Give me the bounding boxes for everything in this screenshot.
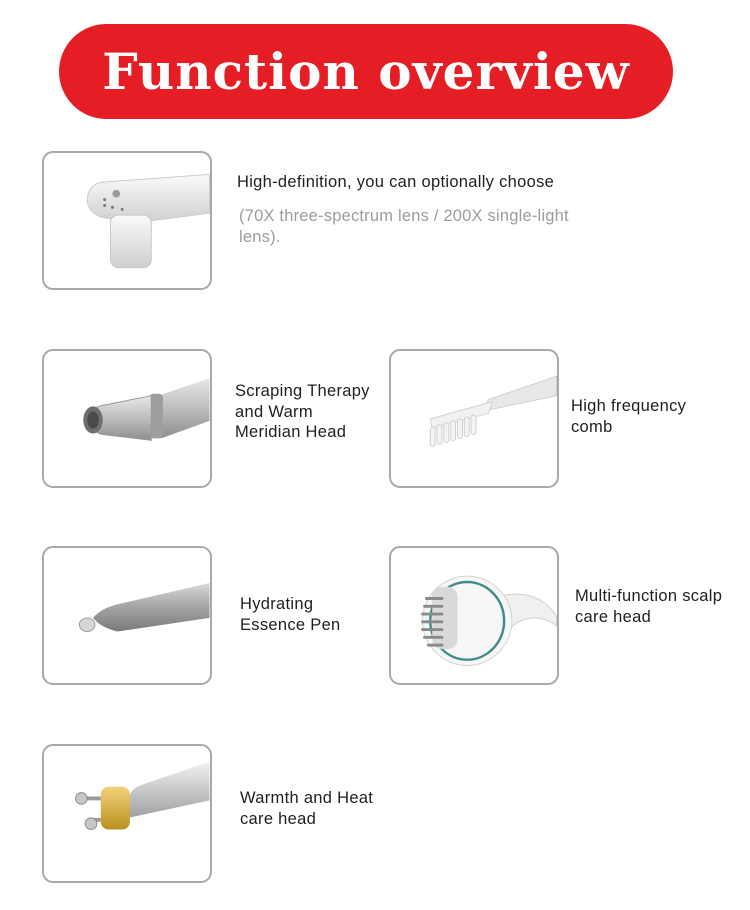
item-label-comb: High frequency comb: [571, 397, 687, 436]
essence-pen-image: [42, 546, 212, 685]
item-label-camera: High-definition, you can optionally choose: [237, 173, 555, 191]
camera-probe-image: [42, 151, 212, 290]
essence-pen-icon: [44, 548, 210, 683]
item-label-heat-care: Warmth and Heat care head: [240, 789, 374, 828]
heat-care-icon: [44, 746, 210, 881]
camera-probe-icon: [44, 153, 210, 288]
item-label-essence-pen: Hydrating Essence Pen: [240, 595, 341, 634]
comb-icon: [391, 351, 557, 486]
comb-image: [389, 349, 559, 488]
scalp-care-icon: [391, 548, 557, 683]
item-label-scraping: Scraping Therapy and Warm Meridian Head: [235, 382, 370, 441]
scraping-head-image: [42, 349, 212, 488]
scalp-care-image: [389, 546, 559, 685]
item-label-scalp-care: Multi-function scalp care head: [575, 587, 723, 626]
scraping-head-icon: [44, 351, 210, 486]
page-title: Function overview: [102, 42, 630, 101]
title-banner: [59, 24, 673, 119]
heat-care-image: [42, 744, 212, 883]
item-note-lens: (70X three-spectrum lens / 200X single-light lens).: [239, 207, 569, 246]
